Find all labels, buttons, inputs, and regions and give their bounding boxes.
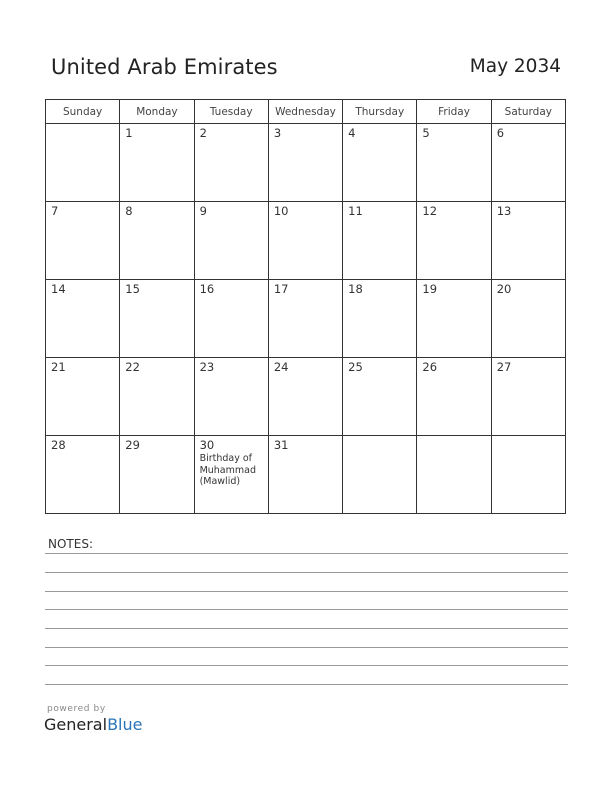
day-cell	[417, 124, 491, 202]
day-number: 7	[51, 204, 59, 218]
day-number: 2	[199, 126, 207, 140]
day-cell	[417, 358, 491, 436]
day-number: 16	[199, 282, 215, 296]
week-row	[46, 280, 566, 358]
day-number: 11	[348, 204, 363, 218]
day-number: 3	[273, 126, 282, 140]
day-number: 20	[496, 282, 512, 296]
day-cell	[343, 280, 417, 358]
day-number: 15	[125, 282, 140, 296]
week-row	[46, 202, 566, 280]
day-number: 18	[348, 282, 363, 296]
day-cell	[46, 436, 120, 514]
day-number: 24	[273, 360, 289, 374]
day-cell	[194, 436, 268, 514]
day-cell	[46, 124, 120, 202]
page-title: United Arab Emirates	[51, 55, 278, 79]
note-line	[45, 591, 568, 592]
day-cell	[194, 124, 268, 202]
generalblue-logo	[44, 704, 142, 734]
weekday-header-row	[46, 100, 566, 124]
day-number: 6	[496, 126, 505, 140]
week-row	[46, 358, 566, 436]
day-number: 13	[496, 204, 512, 218]
day-number: 23	[199, 360, 215, 374]
day-cell	[120, 280, 194, 358]
day-number: 21	[51, 360, 66, 374]
powered-by-text: powered by	[47, 704, 106, 714]
day-cell	[491, 280, 565, 358]
day-number: 26	[422, 360, 438, 374]
day-number: 1	[125, 126, 133, 140]
day-number: 22	[125, 360, 140, 374]
day-cell	[194, 358, 268, 436]
weekday-header: Monday	[120, 100, 194, 124]
month-year: May 2034	[469, 56, 561, 77]
day-cell	[194, 280, 268, 358]
day-cell	[343, 436, 417, 514]
weekday-header: Saturday	[491, 100, 565, 124]
day-cell	[268, 202, 342, 280]
day-cell	[194, 202, 268, 280]
day-number: 9	[199, 204, 207, 218]
week-row	[46, 124, 566, 202]
day-number: 8	[125, 204, 133, 218]
day-number: 31	[273, 438, 289, 452]
day-cell	[46, 280, 120, 358]
note-line	[45, 647, 568, 648]
day-number: 29	[125, 438, 140, 452]
day-cell	[120, 202, 194, 280]
week-row	[46, 436, 566, 514]
day-number: 25	[348, 360, 363, 374]
day-cell	[343, 202, 417, 280]
day-cell	[417, 436, 491, 514]
notes-label: NOTES:	[48, 537, 93, 551]
day-number: 30	[199, 438, 215, 452]
brand-part-blue: Blue	[107, 715, 143, 734]
day-number: 28	[51, 438, 66, 452]
day-cell	[343, 124, 417, 202]
day-cell	[46, 202, 120, 280]
holiday-label: Birthday of Muhammad (Mawlid)	[199, 453, 256, 487]
day-number: 4	[348, 126, 356, 140]
day-number: 19	[422, 282, 438, 296]
weekday-header: Friday	[417, 100, 491, 124]
day-number: 14	[51, 282, 66, 296]
day-number: 17	[273, 282, 289, 296]
day-cell	[268, 436, 342, 514]
day-cell	[268, 280, 342, 358]
weekday-header: Tuesday	[194, 100, 268, 124]
day-cell	[417, 202, 491, 280]
note-line	[45, 665, 568, 666]
note-line	[45, 628, 568, 629]
note-line	[45, 572, 568, 573]
day-number: 5	[422, 126, 430, 140]
day-cell	[491, 436, 565, 514]
brand-name	[44, 715, 142, 734]
day-cell	[268, 124, 342, 202]
day-number: 12	[422, 204, 438, 218]
weekday-header: Thursday	[343, 100, 417, 124]
day-cell	[120, 124, 194, 202]
day-cell	[343, 358, 417, 436]
day-cell	[491, 124, 565, 202]
day-cell	[46, 358, 120, 436]
day-cell	[120, 436, 194, 514]
day-number: 27	[496, 360, 512, 374]
weekday-header: Sunday	[46, 100, 120, 124]
calendar-grid	[45, 99, 566, 514]
day-number: 10	[273, 204, 289, 218]
note-line	[45, 609, 568, 610]
day-cell	[491, 358, 565, 436]
brand-part-general: General	[44, 715, 108, 734]
note-line	[45, 553, 568, 554]
day-cell	[268, 358, 342, 436]
weekday-header: Wednesday	[268, 100, 342, 124]
day-cell	[417, 280, 491, 358]
note-line	[45, 684, 568, 685]
day-cell	[491, 202, 565, 280]
day-cell	[120, 358, 194, 436]
